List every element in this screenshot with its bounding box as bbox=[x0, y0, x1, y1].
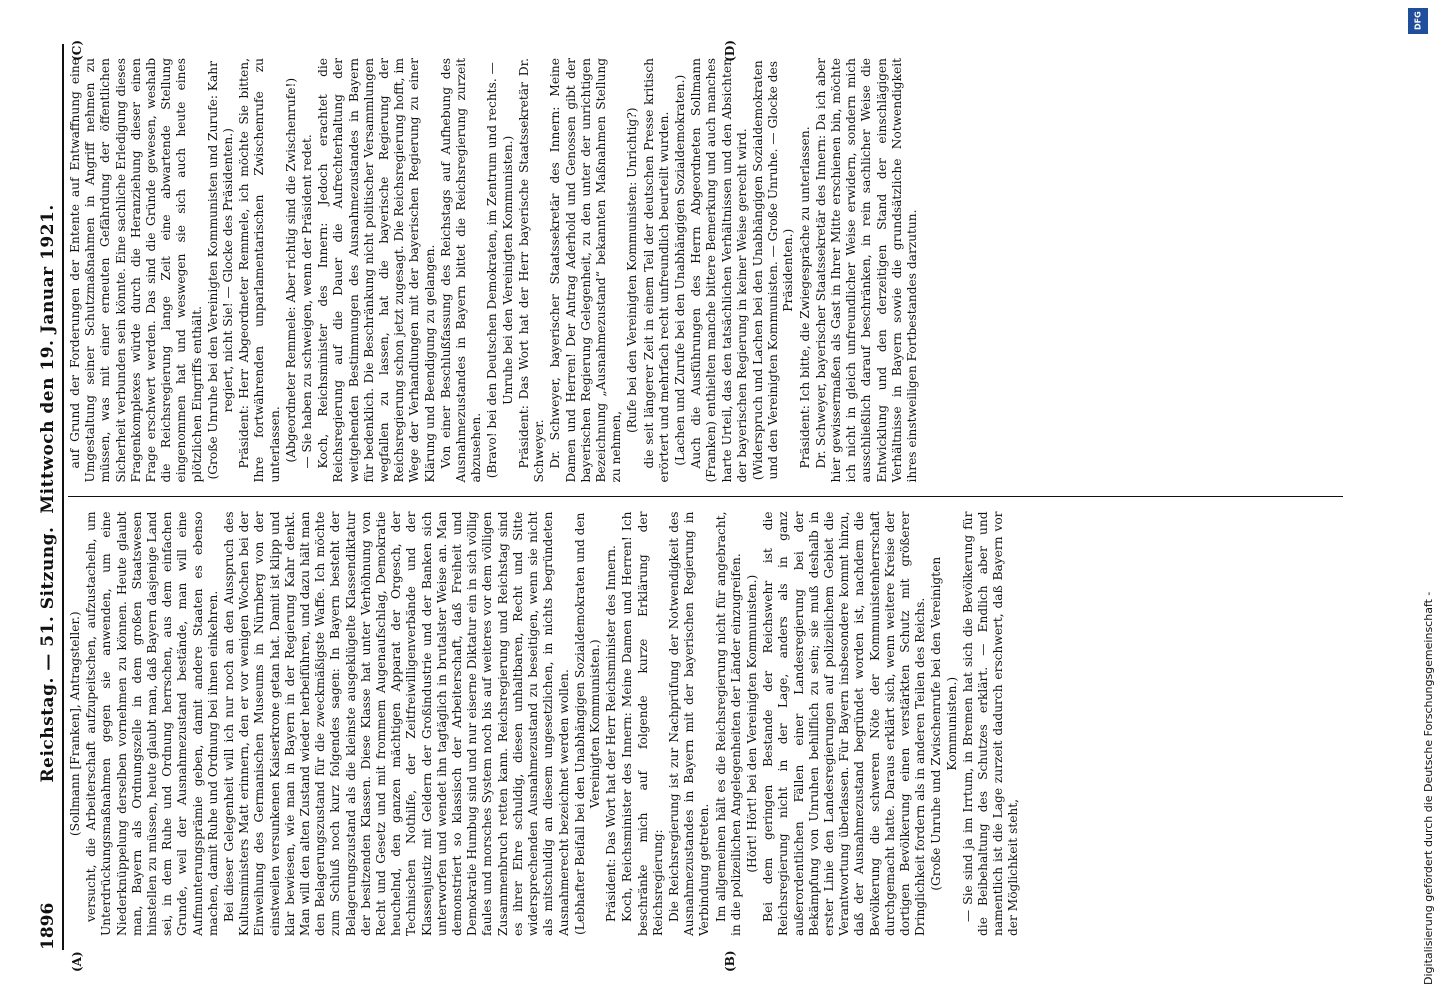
margin-marker-b: (B) bbox=[723, 950, 737, 972]
paragraph: (Sollmann [Franken], Antragsteller.) bbox=[68, 611, 82, 837]
paragraph: Präsident: Herr Abgeordneter Remmele, ich möchte Sie bitten, Ihre fortwährenden unparlamentarischen Zwischenrufe zu unterlassen. bbox=[237, 58, 282, 483]
paragraph: auf Grund der Forderungen der Entente auf Entwaffnung eine Umgestaltung seiner Schutzmaßnahmen in Angriff nehmen zu müssen, was mit einer erneuten Gefährdung der öffentlichen Sicherheit verbunden sein könnte. Eine sachliche Erledigung dieses Fragenkomplexes würde durch die Heranziehung dieser einen Frage erschwert werden. Das sind die Gründe gewesen, weshalb die Reichsregierung lange Zeit eine abwartende Stellung eingenommen hat und weswegen sie sich auch heute eines plötzlichen Eingriffs enthält. bbox=[68, 58, 204, 483]
paragraph: versucht, die Arbeiterschaft aufzupeitschen, aufzustacheln, um Unterdrückungsmaßnahmen gegen sie anwenden, um eine Niederknüppelung derselben vornehmen zu können. Heute glaubt man, Bayern als Ordnungszelle in dem großen Staatswesen hinstellen zu müssen, heute glaubt man, daß Bayern dasjenige Land sei, in dem Ruhe und Ordnung herrschen, aus dem einfachen Grunde, weil der Ausnahmezustand bestände, man will eine Aufmunterungsprämie geben, damit andere Staaten es ebenso machen, damit Ruhe und Ordnung bei ihnen einkehren. bbox=[84, 511, 220, 936]
dfg-logo: DFG bbox=[1408, 8, 1428, 34]
margin-marker-d: (D) bbox=[723, 40, 737, 62]
document-page bbox=[20, 20, 1380, 980]
paragraph: (Hört! Hört! bei den Vereinigten Kommunisten.) bbox=[744, 574, 759, 873]
text-columns bbox=[68, 40, 1343, 972]
page-number: 1896 bbox=[38, 902, 58, 950]
paragraph: Dr. Schweyer, bayerischer Staatssekretär des Innern: Meine Damen und Herren! Der Antrag Aderhold und Genossen gibt der bayerischen Regierung Gelegenheit, zu den unter der unrichtigen Bezeichnung „Ausnahmezustand“ bekannten Maßnahmen Stellung zu nehmen, bbox=[548, 58, 624, 483]
right-column bbox=[68, 40, 1343, 498]
left-column bbox=[68, 498, 1343, 972]
paragraph: — Sie haben zu schweigen, wenn der Präsident redet. bbox=[300, 134, 315, 469]
paragraph: Präsident: Das Wort hat der Herr bayerische Staatssekretär Dr. Schweyer. bbox=[516, 58, 547, 483]
paragraph: Bei dem geringen Bestande der Reichswehr ist die Reichsregierung nicht in der Lage, anders als in ganz außerordentlichen Fällen einer Landesregierung bei der Bekämpfung von Unruhen behilflich zu sein; sie muß deshalb in erster Linie den Landesregierungen auf polizeilichem Gebiet die Verantwortung überlassen. Für Bayern insbesondere kommt hinzu, daß der Ausnahmezustand begründet worden ist, nachdem die Bevölkerung die schweren Nöte der Kommunistenherrschaft durchgemacht hatte. Daraus erklärt sich, wenn weitere Kreise der dortigen Bevölkerung einen verstärkten Schutz mit größerer Dringlichkeit fordern als in anderen Teilen des Reichs. bbox=[761, 511, 928, 936]
paragraph: (Lachen und Zurufe bei den Unabhängigen Sozialdemokraten.) bbox=[672, 74, 687, 466]
paragraph: Von einer Beschlußfassung des Reichstags auf Aufhebung des Ausnahmezustandes in Bayern bittet die Reichsregierung zurzeit abzusehen. bbox=[438, 58, 484, 483]
margin-marker-c: (C) bbox=[70, 40, 84, 61]
paragraph: (Abgeordneter Remmele: Aber richtig sind die Zwischenrufe!) bbox=[283, 77, 298, 463]
paragraph: Koch, Reichsminister des Innern: Jedoch erachtet die Reichsregierung auf die Dauer die Aufrechterhaltung der weitgehenden Bestimmungen des Ausnahmezustandes in Bayern für bedenklich. Die Beschränkung nicht politischer Versammlungen wegfallen zu lassen, hat die bayerische Regierung der Reichsregierung schon jetzt zugesagt. Die Reichsregierung hofft, im Wege der Verhandlungen mit der bayerischen Regierung zu einer Klärung und Beendigung zu gelangen. bbox=[316, 58, 437, 483]
paragraph: Präsident: Das Wort hat der Herr Reichsminister des Innern. bbox=[604, 545, 619, 922]
paragraph: (Widerspruch und Lachen bei den Unabhängigen Sozialdemokraten und den Vereinigten Kommunisten. — Große Unruhe. — Glocke des Präsidenten.) bbox=[750, 60, 796, 481]
paragraph: (Bravo! bei den Deutschen Demokraten, im Zentrum und rechts. — Unruhe bei den Vereinigten Kommunisten.) bbox=[485, 62, 515, 479]
digitization-credit bbox=[1402, 0, 1435, 1000]
page-header bbox=[38, 44, 64, 950]
paragraph: Bei dieser Gelegenheit will ich nur noch an den Ausspruch des Kultusministers Matt erinnern, den er vor wenigen Wochen bei der Einweihung des Germanischen Museums in Nürnberg von der einstweilen versunkenen Kaiserkrone getan hat. Damit ist klipp und klar bewiesen, wie man in Bayern in der Regierung Kahr denkt. Man will den alten Zustand wieder herbeiführen, und dazu hält man den Belagerungszustand für die zweckmäßigste Waffe. Ich möchte zum Schluß noch kurz folgendes sagen: In Bayern besteht der Belagerungszustand als die kleinste ausgeklügelte Klassendiktatur der besitzenden Klassen. Diese Klasse hat unter Verhöhnung von Recht und Gesetz und mit frommem Augenaufschlag, Demokratie heuchelnd, den ganzen mächtigen Apparat der Orgesch, der Technischen Nothilfe, der Zeitfreiwilligenverbände und der Klassenjustiz mit Geldern der Großindustrie und der Banken sich unterworfen und wendet ihn tagtäglich in brutalster Weise an. Man demonstriert so klassisch der Arbeiterschaft, daß Freiheit und Demokratie Humbug sind und nur eiserne Diktatur ein in sich völlig faules und morsches System noch bis auf weiteres vor dem völligen Zusammenbruch retten kann. Reichsregierung und Reichstag sind es ihrer Ehre schuldig, diesen unhaltbaren, Recht und Sitte widersprechenden Ausnahmezustand zu beseitigen, wenn sie nicht als mitschuldig an diesem ungesetzlichen, in nichts begründeten Ausnahmerecht bezeichnet werden wollen. bbox=[222, 511, 571, 936]
session-title: Reichstag. — 51. Sitzung. Mittwoch den 19. Januar 1921. bbox=[38, 204, 58, 783]
session-date: Mittwoch den 19. Januar 1921. bbox=[38, 204, 58, 514]
paragraph: Die Reichsregierung ist zur Nachprüfung der Notwendigkeit des Ausnahmezustandes in Bayern mit der bayerischen Regierung in Verbindung getreten. bbox=[666, 511, 712, 936]
paragraph: (Rufe bei den Vereinigten Kommunisten: Unrichtig?) bbox=[625, 107, 640, 434]
paragraph: Koch, Reichsminister des Innern: Meine Damen und Herren! Ich beschränke mich auf folgende kurze Erklärung der Reichsregierung: bbox=[620, 511, 665, 936]
paragraph: Im allgemeinen hält es die Reichsregierung nicht für angebracht, in die polizeilichen Angelegenheiten der Länder einzugreifen. bbox=[713, 511, 743, 936]
paragraph: (Lebhafter Beifall bei den Unabhängigen Sozialdemokraten und den Vereinigten Kommunisten.) bbox=[572, 512, 602, 936]
digitization-text: Digitalisierung gefördert durch die Deutsche Forschungsgemeinschaft - bbox=[1422, 591, 1435, 985]
paragraph: die seit längerer Zeit in einem Teil der deutschen Presse kritisch erörtert und mehrfach recht unfreundlich beurteilt wurden. bbox=[641, 58, 671, 483]
margin-marker-a: (A) bbox=[70, 951, 84, 972]
paragraph: Präsident: Ich bitte, die Zwiegespräche zu unterlassen. bbox=[797, 126, 812, 469]
paragraph: (Große Unruhe bei den Vereinigten Kommunisten und Zurufe: Kahr regiert, nicht Sie! — Glocke des Präsidenten.) bbox=[205, 61, 236, 480]
paragraph: — Sie sind ja im Irrtum, in Bremen hat sich die Bevölkerung für die Beibehaltung des Schutzes erklärt. — Endlich aber und namentlich ist die Lage zurzeit dadurch erschwert, daß Bayern vor der Möglichkeit steht, bbox=[960, 511, 1021, 936]
paragraph: Auch die Ausführungen des Herrn Abgeordneten Sollmann (Franken) enthielten manche bittere Bemerkung und auch manches harte Urteil, das den tatsächlichen Verhältnissen und den Absichten der bayerischen Regierung in keiner Weise gerecht wird. bbox=[689, 58, 749, 483]
paragraph: (Große Unruhe und Zwischenrufe bei den Vereinigten Kommunisten.) bbox=[929, 556, 959, 891]
paragraph: Dr. Schweyer, bayerischer Staatssekretär des Innern: Da ich aber hier gewissermaßen als Gast in Ihrer Mitte erschienen bin, möchte ich nicht in gleich unfreundlicher Weise erwidern, sondern mich ausschließlich darauf beschränken, in rein sachlicher Weise die Entwicklung und den derzeitigen Stand der einschlägigen Verhältnisse in Bayern sowie die grundsätzliche Notwendigkeit ihres einstweiligen Fortbestandes darzutun. bbox=[813, 58, 919, 483]
